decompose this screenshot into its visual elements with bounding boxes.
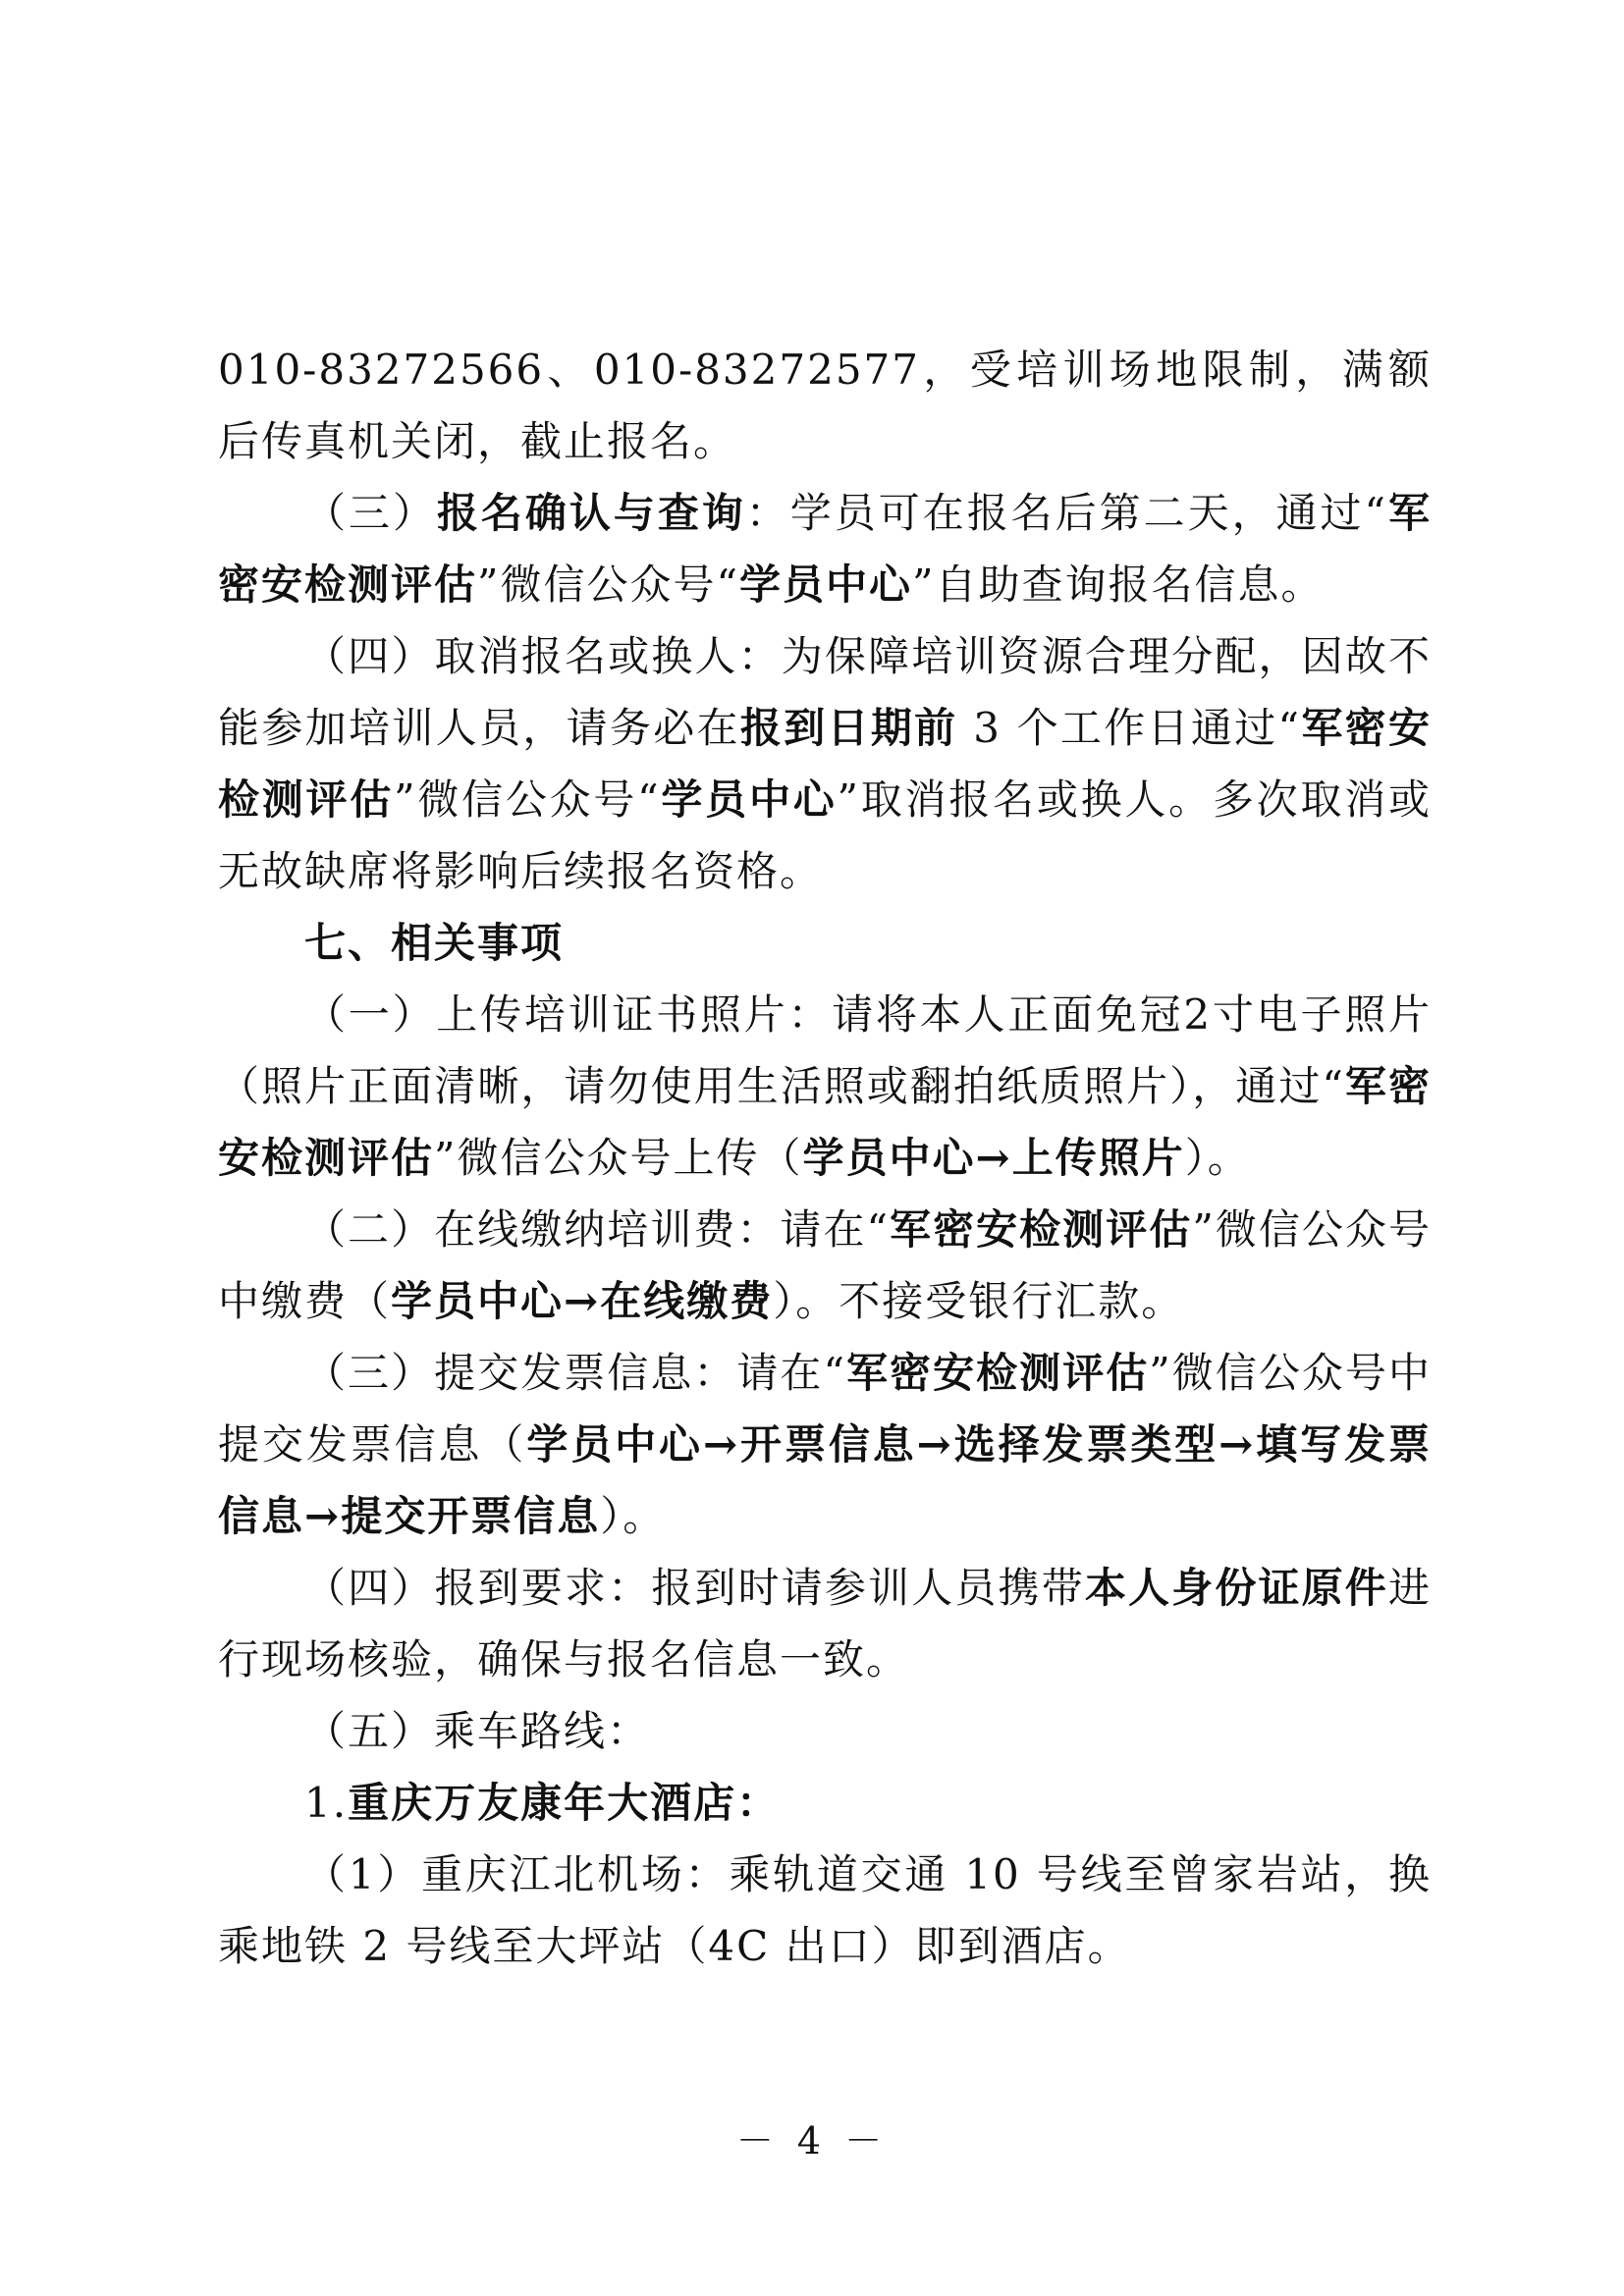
bold-run: 学员中心→上传照片 <box>802 1134 1185 1182</box>
text-run: （四）报到要求：报到时请参训人员携带 <box>304 1564 1085 1612</box>
text-run: ”取消报名或换人。多次取消或无故缺席将影响后续报名资格。 <box>218 775 1432 895</box>
bold-run: 军密安检测评估 <box>218 1062 1432 1182</box>
bold-run: 军密安检测评估 <box>218 704 1432 824</box>
text-run: （1）重庆江北机场：乘轨道交通 10 号线至曾家岩站，换乘地铁 2 号线至大坪站（4C 出口）即到酒店。 <box>218 1850 1432 1970</box>
paragraph-transport-routes <box>218 1695 1432 1767</box>
paragraph-registration-confirmation <box>218 477 1432 620</box>
text-run: ”微信公众号中缴费（ <box>218 1205 1432 1325</box>
text-run: （一）上传培训证书照片：请将本人正面免冠2寸电子照片（照片正面清晰，请勿使用生活照或翻拍纸质照片），通过“ <box>218 990 1432 1110</box>
bold-run: 学员中心→开票信息→选择发票类型→填写发票信息→提交开票信息 <box>218 1420 1432 1540</box>
text-run: ”微信公众号上传（ <box>434 1134 803 1182</box>
text-run: ”微信公众号“ <box>394 775 661 824</box>
text-run: 进行现场核验，确保与报名信息一致。 <box>218 1564 1432 1683</box>
bold-run: 报名确认与查询 <box>436 489 746 537</box>
text-run: ）。不接受银行汇款。 <box>773 1277 1185 1325</box>
paragraph-invoice-info <box>218 1337 1432 1552</box>
paragraph-check-in-requirements <box>218 1552 1432 1695</box>
text-run: （二）在线缴纳培训费：请在“ <box>304 1205 890 1254</box>
text-run: （五）乘车路线： <box>304 1707 651 1755</box>
text-run: （四）取消报名或换人：为保障培训资源合理分配，因故不能参加培训人员，请务必在 <box>218 632 1432 752</box>
paragraph-online-payment <box>218 1194 1432 1337</box>
bold-run: 军密安检测评估 <box>845 1349 1150 1397</box>
bold-run: 学员中心 <box>738 561 912 609</box>
paragraph-upload-photo <box>218 979 1432 1194</box>
page-number: － 4 － <box>735 2119 889 2163</box>
text-run: 1. <box>304 1779 349 1827</box>
paragraph-cancel-registration <box>218 620 1432 907</box>
text-run: ”自助查询报名信息。 <box>911 561 1325 609</box>
heading-text: 七、相关事项 <box>304 919 565 967</box>
section-heading-related-matters <box>218 907 1432 979</box>
text-run: ”微信公众号中提交发票信息（ <box>218 1349 1432 1468</box>
text-run: 3 个工作日通过“ <box>957 704 1301 752</box>
bold-run: 报到日期前 <box>739 704 958 752</box>
bold-run: 学员中心 <box>660 775 838 824</box>
paragraph-airport-route <box>218 1839 1432 1982</box>
bold-run: 本人身份证原件 <box>1084 1564 1388 1612</box>
bold-run: 军密安检测评估 <box>218 489 1432 609</box>
text-run: ）。 <box>600 1492 667 1540</box>
text-run: （三） <box>304 489 437 537</box>
text-run: ）。 <box>1184 1134 1251 1182</box>
bold-run: 学员中心→在线缴费 <box>391 1277 774 1325</box>
bold-run: 军密安检测评估 <box>889 1205 1193 1254</box>
text-run: 010-83272566、010-83272577，受培训场地限制，满额后传真机关闭，截止报名。 <box>218 346 1432 465</box>
text-run: ：学员可在报名后第二天，通过“ <box>745 489 1387 537</box>
text-run: （三）提交发票信息：请在“ <box>304 1349 846 1397</box>
paragraph-hotel-name <box>218 1767 1432 1839</box>
document-body <box>218 334 1432 1982</box>
text-run: ”微信公众号“ <box>477 561 739 609</box>
paragraph-fax-numbers <box>218 334 1432 477</box>
bold-run: 重庆万友康年大酒店： <box>348 1779 781 1827</box>
